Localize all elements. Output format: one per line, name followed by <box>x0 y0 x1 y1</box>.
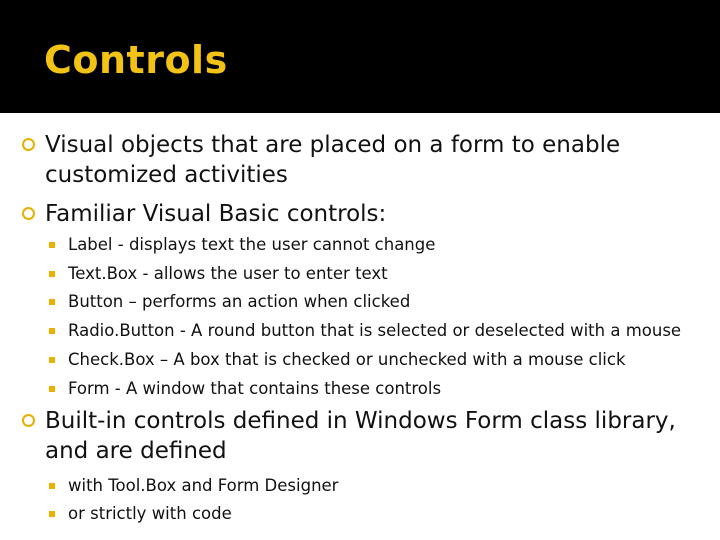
bullet-2 <box>22 199 702 229</box>
sub-bullet: or strictly with code <box>49 503 232 525</box>
sub-bullet: Check.Box – A box that is checked or unchecked with a mouse click <box>49 349 626 371</box>
bullet-text: Visual objects that are placed on a form to enable customized activities <box>45 132 621 188</box>
sub-bullet: Label - displays text the user cannot change <box>49 234 435 256</box>
circle-bullet-icon <box>22 414 35 427</box>
square-bullet-icon <box>49 299 55 305</box>
sub-bullet: with Tool.Box and Form Designer <box>49 475 338 497</box>
circle-bullet-icon <box>22 138 35 151</box>
circle-bullet-icon <box>22 207 35 220</box>
square-bullet-icon <box>49 357 55 363</box>
square-bullet-icon <box>49 511 55 517</box>
sub-bullet: Text.Box - allows the user to enter text <box>49 263 388 285</box>
sub-bullet: Radio.Button - A round button that is selected or deselected with a mouse <box>49 320 681 342</box>
square-bullet-icon <box>49 271 55 277</box>
bullet-text: Familiar Visual Basic controls: <box>45 201 387 227</box>
bullet-1 <box>22 130 702 190</box>
sub-bullet: Form - A window that contains these controls <box>49 378 441 400</box>
sub-bullet: Button – performs an action when clicked <box>49 291 410 313</box>
square-bullet-icon <box>49 483 55 489</box>
title-bar <box>0 0 720 113</box>
square-bullet-icon <box>49 386 55 392</box>
bullet-text: Built-in controls defined in Windows Form class library, and are defined <box>45 408 676 464</box>
square-bullet-icon <box>49 328 55 334</box>
slide-title: Controls <box>44 38 228 82</box>
square-bullet-icon <box>49 242 55 248</box>
bullet-3 <box>22 406 702 466</box>
